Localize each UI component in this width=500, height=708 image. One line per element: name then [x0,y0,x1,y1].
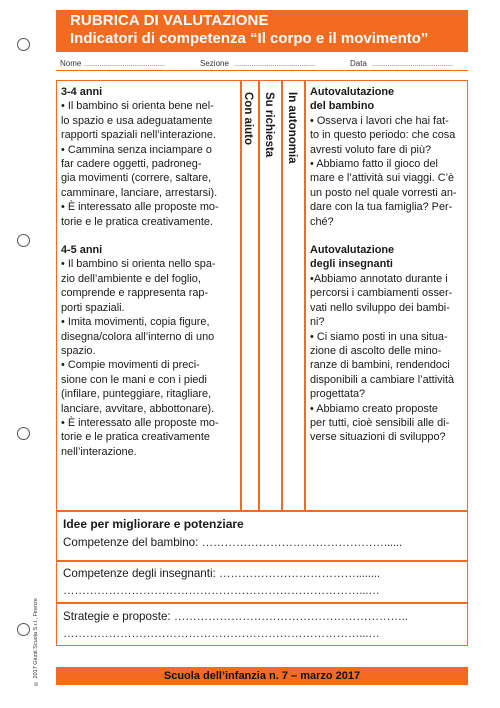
age-group-line: torie e le pratica creativamente [61,431,210,444]
age-group-line: far cadere oggetti, padroneg- [61,158,202,171]
date-label: Data [350,59,367,68]
age-group-line: • Cammina senza inciampare o [61,143,212,156]
children-competences-label: Competenze del bambino: [63,536,199,549]
column-divider-4 [304,80,306,511]
children-competences-row [63,536,402,549]
self-eval-line: vati nello sviluppo dei bambi- [310,301,450,314]
self-eval-line: zione di ascolto delle mino- [310,344,442,357]
age-group-line: torie e le pratica creativamente. [61,215,213,228]
strategies-field-2[interactable]: ……………………………………………………………………...… [63,627,380,640]
age-group-line: zio dell’ambiente e del foglio, [61,272,201,285]
age-group-line: lanciare, avvitare, abbottonare). [61,402,215,415]
name-label: Nome [60,59,82,68]
self-eval-line: un posto nel quale vorresti an- [310,186,457,199]
section-label: Sezione [200,59,229,68]
self-eval-heading: Autovalutazione [310,86,395,98]
page-subtitle: Indicatori di competenza “Il corpo e il movimento” [70,30,429,47]
self-eval-line: • Abbiamo creato proposte [310,402,438,415]
age-group-line: spazio. [61,344,96,357]
age-group-line: • È interessato alle proposte mo- [61,416,219,429]
age-group-heading: 3-4 anni [61,86,103,98]
self-eval-line: mare e l’attività sui viaggi. C’è [310,172,455,185]
teachers-competences-row [63,567,380,580]
ideas-title: Idee per migliorare e potenziare [63,517,244,531]
self-eval-line: dare con la tua famiglia? Per- [310,201,453,214]
self-eval-line: to in questo periodo: che cosa [310,129,456,142]
age-groups-column [61,85,241,459]
self-eval-child [310,85,462,229]
table-divider-ideas [56,510,468,512]
date-field[interactable]: .......................................... [372,59,453,68]
punch-hole-1 [17,38,30,51]
self-eval-line: ni? [310,316,325,329]
age-group-4-5 [61,243,241,459]
self-eval-line: •Abbiamo annotato durante i [310,272,448,285]
self-eval-line: per tutti, cioè sensibili alle di- [310,416,450,429]
age-group-heading: 4-5 anni [61,244,103,257]
children-competences-field[interactable]: …………………………………………...... [201,536,403,549]
rating-column-with-help: Con aiuto [242,92,254,146]
age-group-line: sione con le mani e con i piedi [61,373,207,386]
age-group-line: (infilare, punteggiare, ritagliare, [61,388,212,401]
age-group-line: • È interessato alle proposte mo- [61,201,219,214]
teachers-competences-label: Competenze degli insegnanti: [63,567,216,580]
self-eval-line: ranze di bambini, rendendoci [310,359,450,372]
punch-hole-3 [17,427,30,440]
self-eval-line: percorsi i cambiamenti osser- [310,287,453,300]
age-group-line: rapporti spaziali nell’interazione. [61,129,216,142]
self-eval-heading: del bambino [310,100,375,113]
strategies-label: Strategie e proposte: [63,610,171,623]
self-evaluation-column [310,85,462,445]
name-field[interactable]: .......................................... [84,59,165,68]
age-group-3-4 [61,85,241,229]
rating-column-autonomous: In autonomia [286,92,298,164]
punch-hole-2 [17,234,30,247]
page-header [56,10,468,52]
age-group-line: camminare, lanciare, arrestarsi). [61,186,218,199]
copyright-notice: © 2017 Giunti Scuola S.r.l., Firenze [33,598,39,686]
table-divider-children [56,560,468,562]
age-group-line: gia movimenti (correre, saltare, [61,172,212,185]
age-group-line: • Il bambino si orienta nello spa- [61,258,216,271]
header-divider [56,70,468,71]
age-group-line: disegna/colora all’interno di uno [61,330,215,343]
age-group-line: nell’interazione. [61,445,137,458]
self-eval-line: verse situazioni di sviluppo? [310,431,446,444]
age-group-line: porti spaziali. [61,301,125,314]
self-eval-teachers [310,243,462,445]
age-group-line: comprende e rappresenta rap- [61,287,209,300]
self-eval-heading: Autovalutazione [310,244,395,257]
strategies-row [63,610,408,623]
page-title: RUBRICA DI VALUTAZIONE [70,12,269,29]
self-eval-line: disponibili a cambiare l’attività [310,373,455,386]
self-eval-line: progettata? [310,388,366,401]
self-eval-line: avresti voluto fare di più? [310,143,432,156]
column-divider-2 [258,80,260,511]
age-group-line: • Imita movimenti, copia figure, [61,316,210,329]
rating-column-on-request: Su richiesta [263,92,275,158]
teachers-competences-field-2[interactable]: ……………………………………………………………………...… [63,584,380,597]
age-group-line: lo spazio e usa adeguatamente [61,114,213,127]
self-eval-line: • Abbiamo fatto il gioco del [310,158,438,171]
page-footer: Scuola dell’infanzia n. 7 – marzo 2017 [56,667,468,685]
strategies-field[interactable]: …………………………………………………….. [173,610,408,623]
table-divider-teachers [56,602,468,604]
age-group-line: • Compie movimenti di preci- [61,359,200,372]
age-group-line: • Il bambino si orienta bene nel- [61,100,214,113]
section-field[interactable]: .......................................... [234,59,315,68]
self-eval-line: • Ci siamo posti in una situa- [310,330,448,343]
self-eval-heading: degli insegnanti [310,258,393,271]
self-eval-line: ché? [310,215,334,228]
column-divider-3 [281,80,283,511]
self-eval-line: • Osserva i lavori che hai fat- [310,114,449,127]
teachers-competences-field[interactable]: ………………………………........ [219,567,380,580]
punch-hole-4 [17,623,30,636]
